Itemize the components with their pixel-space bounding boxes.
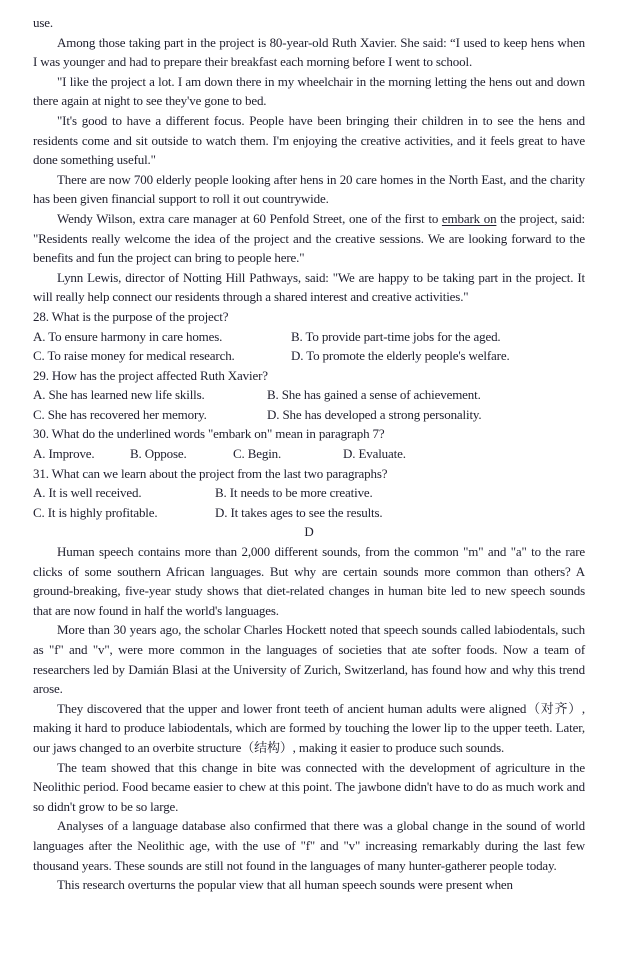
paragraph-d-database: Analyses of a language database also confirmed that there was a global change in the sound of world languages after the Neolithic age, with the use of "f" and "v" increasing remarkably during the last few thousand years. These sounds are still not found in the languages of many hunter-gatherer people today. <box>33 818 585 873</box>
question-29-option-b: B. She has gained a sense of achievement. <box>267 387 481 403</box>
question-31-option-b: B. It needs to be more creative. <box>215 485 373 501</box>
question-31-options-row-2 <box>33 503 585 523</box>
paragraph-d-teeth: They discovered that the upper and lower front teeth of ancient human adults were aligned（对齐）, making it hard to produce labiodentals, which are formed by touching the lower lip to the upper teeth. Later, our jaws changed to an overbite structure（结构）, making it easier to produce such sounds. <box>33 700 585 755</box>
question-28-stem: 28. What is the purpose of the project? <box>33 308 229 324</box>
question-31-options-row-1 <box>33 483 585 503</box>
question-28-option-d: D. To promote the elderly people's welfare. <box>291 348 510 364</box>
question-30-option-a: A. Improve. <box>33 446 95 462</box>
question-30-option-d: D. Evaluate. <box>343 446 406 462</box>
question-30-option-b: B. Oppose. <box>130 446 187 462</box>
section-d-heading: D <box>304 524 314 540</box>
question-30-option-c: C. Begin. <box>233 446 282 462</box>
question-31-option-d: D. It takes ages to see the results. <box>215 504 383 520</box>
question-29-options-row-1 <box>33 385 585 405</box>
paragraph-d-hockett: More than 30 years ago, the scholar Charles Hockett noted that speech sounds called labiodentals, such as "f" and "v", were more common in the languages of societies that ate softer foods. Now a team of researchers led by Damián Blasi at the University of Zurich, Switzerland, has found how and why this trend arose. <box>33 622 585 697</box>
question-28-options-row-1 <box>33 327 585 347</box>
underlined-phrase-embark-on: embark on <box>441 210 497 226</box>
question-29-option-d: D. She has developed a strong personality. <box>267 406 482 422</box>
paragraph-wendy-wilson <box>33 209 585 268</box>
paragraph-lynn-lewis: Lynn Lewis, director of Notting Hill Pathways, said: "We are happy to be taking part in the project. It will really help connect our residents through a shared interest and creative activities." <box>33 269 585 305</box>
question-28-option-c: C. To raise money for medical research. <box>33 348 235 364</box>
wendy-text-before: Wendy Wilson, extra care manager at 60 Penfold Street, one of the first to <box>57 210 442 226</box>
fragment-line: use. <box>33 15 53 30</box>
paragraph-d-intro: Human speech contains more than 2,000 different sounds, from the common "m" and "a" to the rare clicks of some southern African languages. But why are certain sounds more common than others? A ground-breaking, five-year study shows that diet-related changes in human bite led to new speech sounds that are now found in half the world's languages. <box>33 544 585 618</box>
wendy-text-after: the project, said: "Residents really welcome the idea of the project and the creative sessions. We are looking forward to the benefits and fun the project can bring to people here." <box>33 210 585 266</box>
question-28-option-a: A. To ensure harmony in care homes. <box>33 328 223 344</box>
paragraph-ruth-quote-2: "It's good to have a different focus. People have been bringing their children in to see the hens and residents come and sit outside to watch them. I'm enjoying the creative activities, and it feels great to have done something useful." <box>33 112 585 168</box>
paragraph-ruth-intro: Among those taking part in the project is 80-year-old Ruth Xavier. She said: “I used to keep hens when I was younger and had to prepare their breakfast each morning before I went to school. <box>33 34 585 70</box>
question-29-option-a: A. She has learned new life skills. <box>33 387 205 403</box>
paragraph-ruth-quote-1: "I like the project a lot. I am down there in my wheelchair in the morning letting the hens out and down there again at night to see they've gone to bed. <box>33 73 585 109</box>
question-29-option-c: C. She has recovered her memory. <box>33 406 207 422</box>
question-28-option-b: B. To provide part-time jobs for the aged. <box>291 328 501 344</box>
paragraph-d-agriculture: The team showed that this change in bite was connected with the development of agriculture in the Neolithic period. Food became easier to chew at this point. The jawbone didn't have to do as much work and so didn't grow to be so large. <box>33 759 585 814</box>
question-31-option-c: C. It is highly profitable. <box>33 504 158 520</box>
question-30-stem: 30. What do the underlined words "embark on" mean in paragraph 7? <box>33 426 385 442</box>
question-29-options-row-2 <box>33 405 585 425</box>
question-28-options-row-2 <box>33 346 585 366</box>
paragraph-statistics: There are now 700 elderly people looking after hens in 20 care homes in the North East, and the charity has been given financial support to roll it out countrywide. <box>33 171 585 207</box>
question-31-option-a: A. It is well received. <box>33 485 142 501</box>
question-30-options-row <box>33 444 585 464</box>
question-31-stem: 31. What can we learn about the project from the last two paragraphs? <box>33 465 388 481</box>
question-29-stem: 29. How has the project affected Ruth Xavier? <box>33 367 268 383</box>
paragraph-d-conclusion-fragment: This research overturns the popular view that all human speech sounds were present when <box>57 877 513 893</box>
